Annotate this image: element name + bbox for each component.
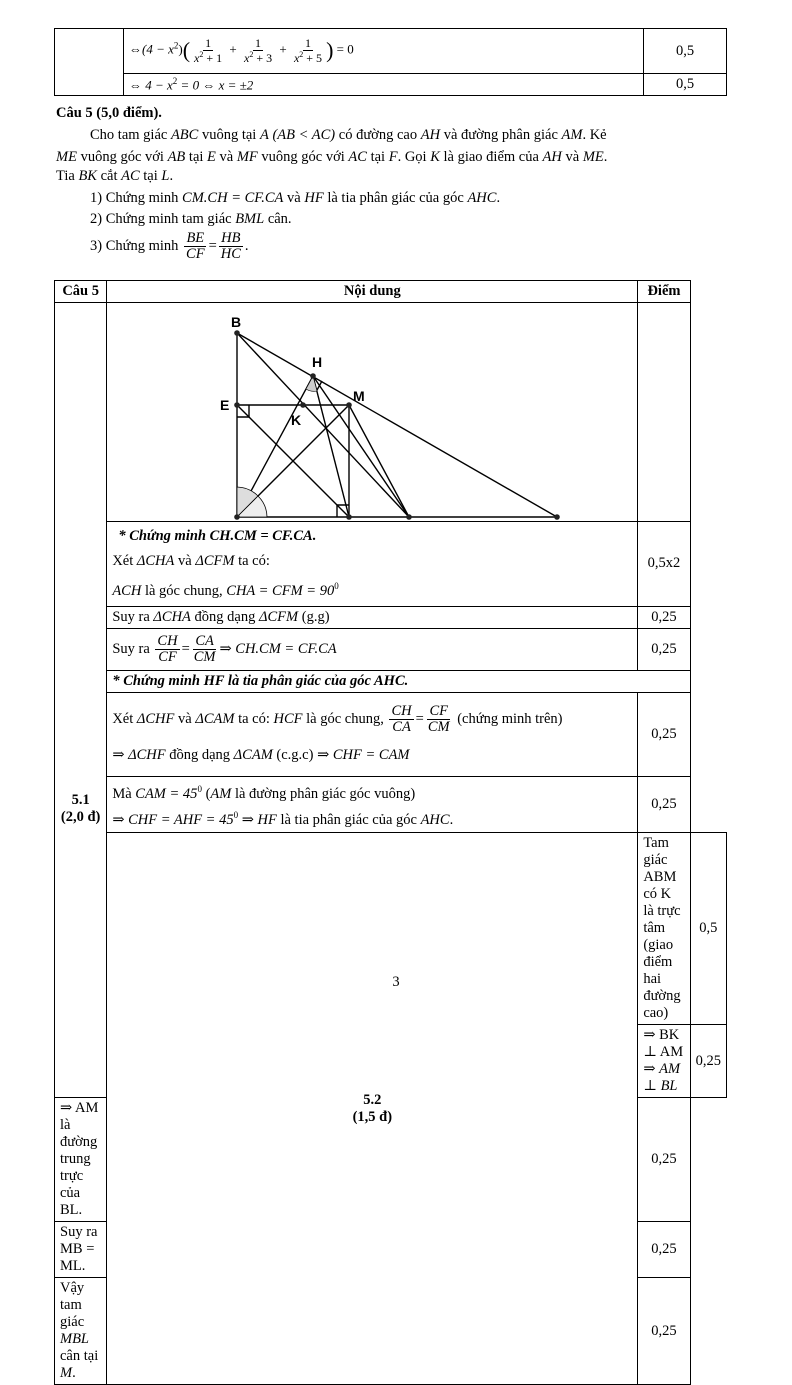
- s52-row-5-score: 0,25: [638, 1278, 690, 1385]
- top-eq2: ⇔ $4 - x^2 = 0$ ⇔ x = ±2: [124, 74, 644, 96]
- row-r1: [107, 522, 638, 607]
- s52-row-1-score: 0,5: [690, 833, 726, 1025]
- problem-paragraph: Cho tam giác ABC vuông tại A (AB < AC) có đường cao AH và đường phân giác AM. Kẻ: [90, 127, 607, 143]
- section-5-1-label: 5.1 (2,0 đ): [55, 303, 107, 1098]
- eq1-equals: = 0: [336, 41, 354, 57]
- point-k: [301, 402, 307, 408]
- segment-ml: [349, 405, 409, 517]
- point-f: [347, 514, 353, 520]
- r1-line2: ACH là góc chung, CHA = CFM = $90^0$: [112, 581, 339, 599]
- geometry-figure-cell: [107, 303, 638, 522]
- problem-paragraph-2: ME vuông góc với AB tại E và MF vuông góc với AC tại F. Gọi K là giao điểm của AH và ME.: [56, 149, 608, 165]
- header-noi-dung: Nội dung: [107, 281, 638, 303]
- label-h: H: [312, 354, 323, 370]
- s52-row-5: Vậy tam giác MBL cân tại M.: [55, 1278, 107, 1385]
- s52-row-1: Tam giác ABM có K là trực tâm (giao điểm hai đường cao): [638, 833, 690, 1025]
- s52-row-3: ⇒ AM là đường trung trực của BL.: [55, 1098, 107, 1222]
- question-3: 3) Chứng minh $\frac{BE}{CF}$ = $\frac{HB}{HC}$ .: [90, 230, 249, 263]
- s52-row-4: Suy ra MB = ML.: [55, 1222, 107, 1278]
- eq1-sup: 2: [173, 40, 179, 51]
- label-m: M: [353, 388, 365, 404]
- r3-score: 0,25: [638, 628, 690, 670]
- problem-paragraph-3: Tia BK cắt AC tại L.: [56, 168, 174, 184]
- label-e: E: [220, 397, 230, 413]
- question-2: 2) Chứng minh tam giác BML cân.: [90, 211, 292, 227]
- figure-score-cell: [638, 303, 690, 522]
- top-row1-score: 0,5: [644, 29, 727, 74]
- point-h: [311, 373, 317, 379]
- eq1-frac-3: $\frac{1}{x^2 + 5}$: [293, 36, 323, 65]
- point-b: [235, 330, 241, 336]
- label-k: K: [291, 412, 302, 428]
- label-b: B: [231, 314, 242, 330]
- r5-line1: Xét ΔCHF và ΔCAM ta có: HCF là góc chung, $\frac{CH}{CA}$ = $\frac{CF}{CM}$ (chứng minh trên): [112, 702, 563, 735]
- section-5-2-label: 5.2 (1,5 đ): [107, 833, 638, 1385]
- row-r4-title: * Chứng minh HF là tia phân giác của góc AHC.: [107, 670, 690, 692]
- r6-line1: Mà CAM = $45^0$ (AM là đường phân giác góc vuông): [112, 783, 416, 802]
- top-table-blank-cell: [55, 29, 124, 96]
- segment-bl: [237, 333, 409, 517]
- r6-line2: ⇒ CHF = AHF = $45^0$ ⇒ HF là tia phân giác của góc AHC.: [112, 809, 454, 828]
- page-number: 3: [392, 974, 400, 990]
- r5-line2: ⇒ ΔCHF đồng dạng ΔCAM (c.g.c) ⇒ CHF = CAM: [112, 747, 410, 764]
- s52-row-2-score: 0,25: [690, 1025, 726, 1098]
- header-diem: Điểm: [638, 281, 690, 303]
- top-table: [54, 28, 727, 96]
- row-r5: [107, 692, 638, 776]
- r5-score: 0,25: [638, 692, 690, 776]
- s52-row-3-score: 0,25: [638, 1098, 690, 1222]
- point-e: [235, 402, 241, 408]
- header-cau: Câu 5: [55, 281, 107, 303]
- s52-row-2: ⇒ BK ⊥ AM ⇒ AM ⊥ BL: [638, 1025, 690, 1098]
- r2-score: 0,25: [638, 606, 690, 628]
- top-row2-score: 0,5: [644, 74, 727, 96]
- point-l: [407, 514, 413, 520]
- eq1-close: ): [178, 41, 183, 57]
- segment-bc: [237, 333, 557, 517]
- r1-line1: Xét ΔCHA và ΔCFM ta có:: [112, 553, 270, 569]
- row-r3: Suy ra $\frac{CH}{CF}$ = $\frac{CA}{CM}$ ⇒ CH.CM = CF.CA: [107, 628, 638, 670]
- problem-heading: Câu 5 (5,0 điểm).: [56, 105, 162, 121]
- problem-statement: [56, 104, 746, 262]
- geometry-figure: [107, 303, 637, 521]
- row-r2: Suy ra ΔCHA đồng dạng ΔCFM (g.g): [107, 606, 638, 628]
- point-c: [555, 514, 561, 520]
- top-eq1: ⇔(4 − $x^2$)( $\frac{1}{x^2 + 1}$ + $\frac{1}{x^2 + 3}$ + $\frac{1}{x^2 + 5}$ ) = 0: [124, 29, 644, 74]
- equiv-symbol: ⇔: [129, 41, 142, 57]
- r1-score: 0,5x2: [638, 522, 690, 607]
- s52-row-4-score: 0,25: [638, 1222, 690, 1278]
- r1-title: * Chứng minh CH.CM = CF.CA.: [118, 528, 317, 544]
- eq1-part: (4 − x: [142, 41, 174, 57]
- main-table: [54, 280, 727, 1385]
- question-1: 1) Chứng minh CM.CH = CF.CA và HF là tia phân giác của góc AHC.: [90, 190, 501, 206]
- r6-score: 0,25: [638, 776, 690, 833]
- point-a: [235, 514, 241, 520]
- point-m: [347, 402, 353, 408]
- row-r6: [107, 776, 638, 833]
- eq1-frac-1: $\frac{1}{x^2 + 1}$: [194, 36, 223, 65]
- eq1-frac-2: $\frac{1}{x^2 + 3}$: [244, 36, 273, 65]
